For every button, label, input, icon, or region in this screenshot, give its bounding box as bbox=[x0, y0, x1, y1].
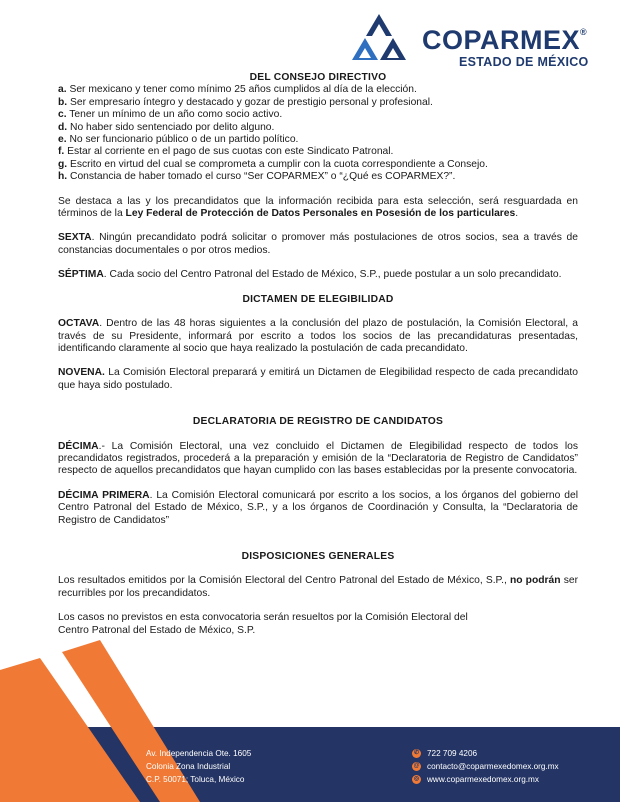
section-heading-consejo: DEL CONSEJO DIRECTIVO bbox=[249, 72, 387, 83]
address-line: Av. Independencia Ote. 1605 bbox=[146, 749, 252, 758]
disposiciones-paragraph-2: Los casos no previstos en esta convocatoria serán resueltos por la Comisión Electoral del Centro Patronal del Estado de México, S.P. bbox=[58, 612, 468, 636]
list-item: f. Estar al corriente en el pago de sus cuotas con este Sindicato Patronal. bbox=[58, 146, 394, 158]
phone-icon: ✆ bbox=[413, 750, 420, 756]
list-item: c. Tener un mínimo de un año como socio activo. bbox=[58, 109, 283, 121]
document-body bbox=[58, 72, 578, 637]
list-item: b. Ser empresario íntegro y destacado y gozar de prestigio personal y profesional. bbox=[58, 96, 433, 108]
contact-website[interactable]: ◎ www.coparmexedomex.org.mx bbox=[413, 775, 539, 784]
list-item: h. Constancia de haber tomado el curso “Ser COPARMEX” o “¿Qué es COPARMEX?”. bbox=[58, 171, 456, 183]
contact-email[interactable]: @ contacto@coparmexedomex.org.mx bbox=[413, 762, 559, 771]
section-heading-dictamen: DICTAMEN DE ELEGIBILIDAD bbox=[242, 293, 394, 305]
privacy-paragraph: Se destaca a las y los precandidatos que la información recibida para esta selección, será resguardada en términos de la Ley Federal de Protección de Datos Personales en Posesión de los particulares. bbox=[58, 195, 578, 220]
clause-sexta: SEXTA. Ningún precandidato podrá solicitar o promover más postulaciones de otros socios, sea a través de constancias documentales o por otros medios. bbox=[58, 232, 578, 256]
brand-name: COPARMEX® bbox=[422, 25, 588, 55]
address-line: Colonia Zona Industrial bbox=[146, 762, 231, 771]
requirements-list bbox=[58, 84, 578, 183]
section-heading-disposiciones: DISPOSICIONES GENERALES bbox=[241, 550, 395, 562]
brand-subtitle: ESTADO DE MÉXICO bbox=[459, 55, 589, 69]
list-item: g. Escrito en virtud del cual se comprometa a cumplir con la cuota correspondiente a Consejo. bbox=[58, 158, 488, 170]
address-line: C.P. 50071; Toluca, México bbox=[146, 775, 245, 784]
list-item: d. No haber sido sentenciado por delito alguno. bbox=[58, 121, 275, 133]
coparmex-logo-mark bbox=[350, 12, 408, 66]
contact-phone: ✆ 722 709 4206 bbox=[413, 749, 478, 758]
section-heading-declaratoria: DECLARATORIA DE REGISTRO DE CANDIDATOS bbox=[192, 416, 444, 428]
clause-octava: OCTAVA. Dentro de las 48 horas siguientes a la conclusión del plazo de postulación, la Comisión Electoral, a través de su Presidente, informará por escrito a todos los socios de las precandidaturas presentadas, identificando claramente al socio que haya realizado la postulación de cada precandidato. bbox=[58, 318, 578, 354]
list-item: e. No ser funcionario público o de un partido político. bbox=[58, 134, 299, 146]
list-item: a. Ser mexicano y tener como mínimo 25 años cumplidos al día de la elección. bbox=[58, 84, 417, 96]
web-icon: ◎ bbox=[413, 776, 420, 782]
disposiciones-paragraph-1: Los resultados emitidos por la Comisión Electoral del Centro Patronal del Estado de México, S.P., no podrán ser recurribles por los precandidatos. bbox=[58, 575, 578, 599]
clause-decima: DÉCIMA.- La Comisión Electoral, una vez concluido el Dictamen de Elegibilidad respecto de todos los precandidatos registrados, procederá a la preparación y emisión de la “Declaratoria de Registro de Candidatos” respecto de aquellos precandidatos que hayan cumplido con las bases establecidas por la presente convocatoria. bbox=[58, 440, 578, 477]
clause-septima: SÉPTIMA. Cada socio del Centro Patronal del Estado de México, S.P., puede postular a un solo precandidato. bbox=[58, 269, 562, 281]
email-icon: @ bbox=[413, 763, 420, 769]
coparmex-logo bbox=[350, 12, 610, 74]
clause-decima-primera: DÉCIMA PRIMERA. La Comisión Electoral comunicará por escrito a los socios, a los órganos del gobierno del Centro Patronal del Estado de México, S.P., y a los órganos de Coordinación y Consulta, la “Declaratoria de Registro de Candidatos” bbox=[58, 489, 579, 526]
footer-contacts bbox=[412, 747, 559, 786]
footer-address bbox=[146, 747, 251, 786]
clause-novena: NOVENA. La Comisión Electoral preparará y emitirá un Dictamen de Elegibilidad respecto de cada precandidato que haya sido postulado. bbox=[58, 367, 578, 391]
